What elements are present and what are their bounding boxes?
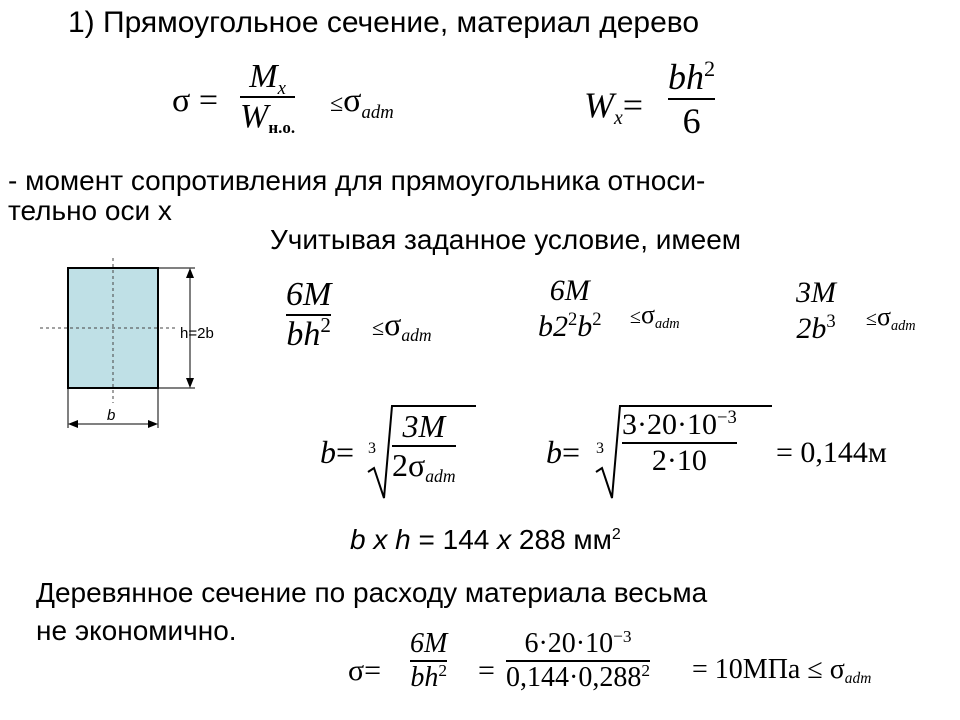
conclusion-text: Деревянное сечение по расходу материала весьма не экономично. bbox=[36, 577, 708, 646]
width-label: b bbox=[107, 407, 116, 424]
equals-sign: = bbox=[198, 82, 219, 119]
le-sign: ≤ bbox=[330, 91, 344, 117]
sigma-symbol: σ bbox=[172, 82, 191, 119]
moment-text: - момент сопротивления для прямоугольника относи- тельно оси x bbox=[8, 165, 706, 226]
sigma-adm: σ bbox=[343, 82, 362, 119]
page-title: 1) Прямоугольное сечение, материал дерево bbox=[68, 6, 700, 39]
numerator: Mx bbox=[249, 58, 286, 99]
cross-section-diagram bbox=[40, 258, 250, 438]
given-condition-text: Учитывая заданное условие, имеем bbox=[270, 224, 742, 255]
final-result: = 10МПа ≤ σadm bbox=[692, 654, 872, 688]
denominator: Wн.о. bbox=[240, 98, 296, 137]
height-label: h=2b bbox=[180, 325, 214, 342]
dimensions-result: b x h = 144 x 288 $мм^2$ bbox=[350, 524, 621, 555]
root2-result: = 0,144м bbox=[776, 436, 887, 469]
